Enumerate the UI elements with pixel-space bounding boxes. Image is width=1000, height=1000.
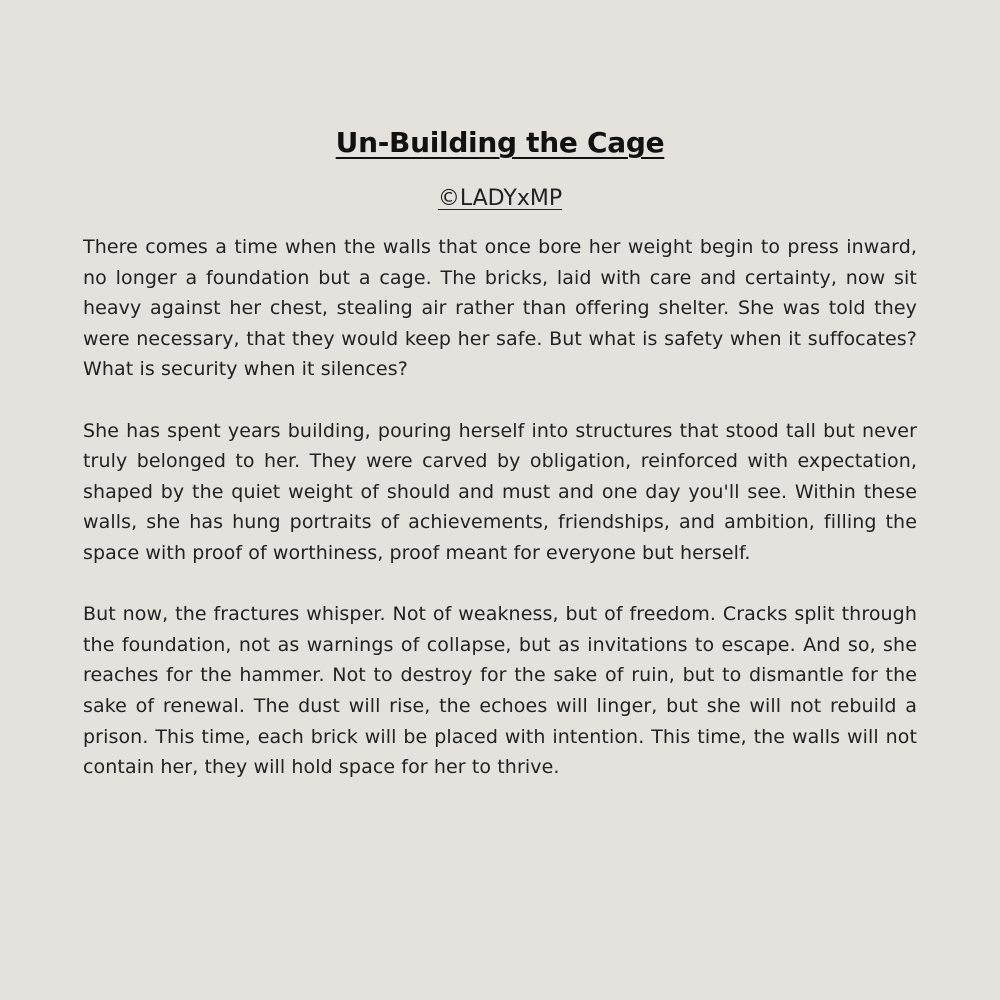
- body-text: [83, 232, 917, 813]
- paragraph-3: But now, the fractures whisper. Not of weakness, but of freedom. Cracks split through the foundation, not as warnings of collapse, but as invitations to escape. And so, she reaches for the hammer. Not to destroy for the sake of ruin, but to dismantle for the sake of renewal. The dust will rise, the echoes will linger, but she will not rebuild a prison. This time, each brick will be placed with intention. This time, the walls will not contain her, they will hold space for her to thrive.: [83, 603, 917, 779]
- author-credit: ©LADYxMP: [437, 186, 563, 211]
- paragraph-1: There comes a time when the walls that once bore her weight begin to press inward, no longer a foundation but a cage. The bricks, laid with care and certainty, now sit heavy against her chest, stealing air rather than offering shelter. She was told they were necessary, that they would keep her safe. But what is safety when it suffocates? What is security when it silences?: [83, 236, 917, 381]
- paragraph-2: She has spent years building, pouring herself into structures that stood tall but never truly belonged to her. They were carved by obligation, reinforced with expectation, shaped by the quiet weight of should and must and one day you'll see. Within these walls, she has hung portraits of achievements, friendships, and ambition, filling the space with proof of worthiness, proof meant for everyone but herself.: [83, 419, 917, 564]
- page-title: Un-Building the Cage: [335, 126, 665, 159]
